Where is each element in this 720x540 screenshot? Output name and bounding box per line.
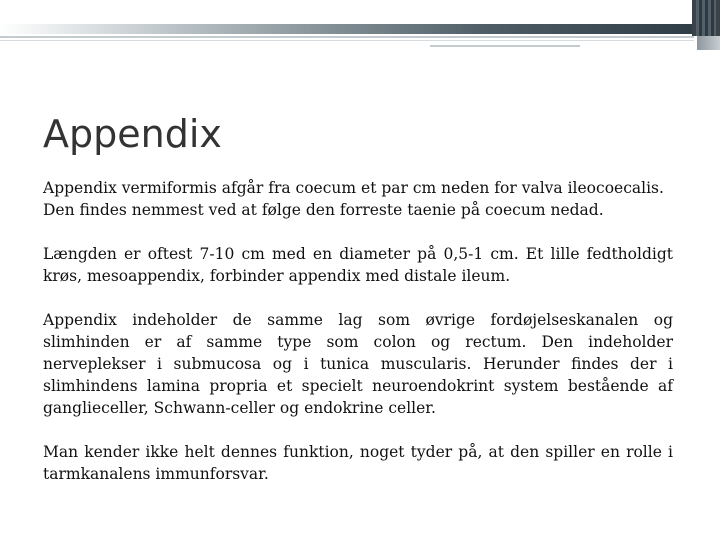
top-right-ornament xyxy=(692,0,720,36)
slide-body xyxy=(43,177,673,507)
paragraph-4: Man kender ikke helt dennes funktion, noget tyder på, at den spiller en rolle i tarmkanalens immunforsvar. xyxy=(43,443,673,483)
top-gradient-bar xyxy=(0,24,692,34)
right-accent-bar xyxy=(697,36,720,50)
stripe-pattern xyxy=(696,0,716,36)
divider-line-thin xyxy=(0,40,694,41)
paragraph-1: Appendix vermiformis afgår fra coecum et par cm neden for valva ileocoecalis. Den findes nemmest ved at følge den forreste taenie på coecum nedad. xyxy=(43,179,664,219)
top-band xyxy=(0,0,720,24)
divider-accent xyxy=(430,45,580,47)
paragraph-2: Længden er oftest 7-10 cm med en diameter på 0,5-1 cm. Et lille fedtholdigt krøs, mesoappendix, forbinder appendix med distale ileum. xyxy=(43,245,673,285)
slide-title: Appendix xyxy=(43,112,222,156)
divider-line xyxy=(0,36,694,38)
paragraph-3: Appendix indeholder de samme lag som øvrige fordøjelseskanalen og slimhinden er af samme type som colon og rectum. Den indeholder nerveplekser i submucosa og i tunica muscularis. Herunder findes der i slimhindens lamina propria et specielt neuroendokrint system bestående af ganglieceller, Schwann-celler og endokrine celler. xyxy=(43,311,673,417)
